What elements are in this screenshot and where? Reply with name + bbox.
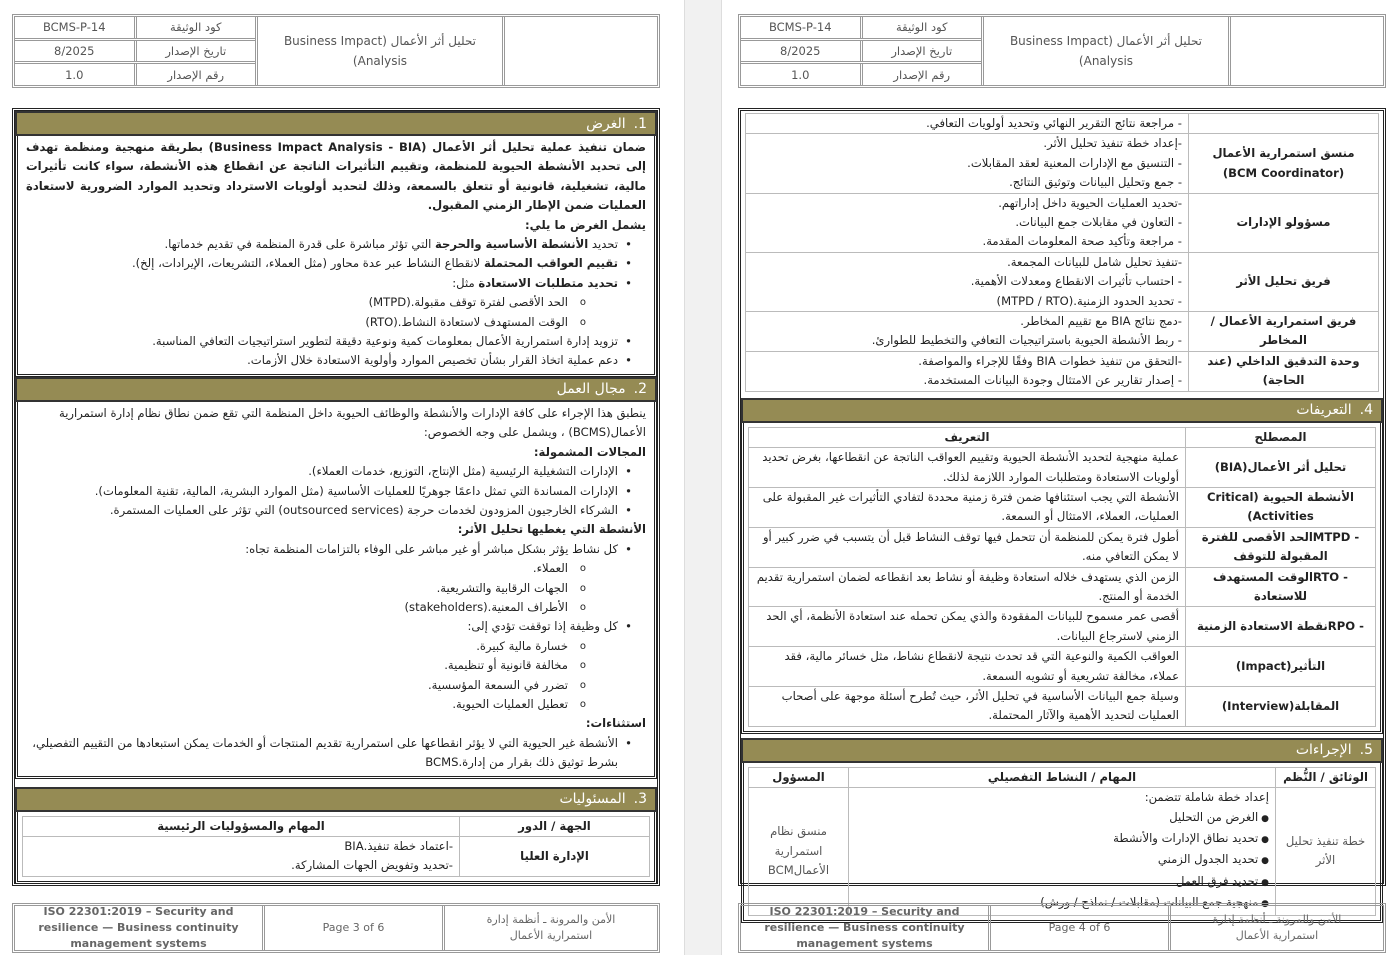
page-gap — [684, 0, 722, 955]
list-item: • الأنشطة غير الحيوية التي لا يؤثر انقطاعها على استمرارية تقديم المنتجات أو الخدمات يمكن استبعادها من التقييم التفصيلي، بشرط توثيق ذلك بقرار من إدارة.BCMS — [26, 734, 646, 773]
table-row — [746, 252, 1379, 311]
document-header — [738, 14, 1386, 88]
task-line: - تحديد الحدود الزمنية.(MTPD / RTO) — [996, 293, 1182, 308]
task-line: - التنسيق مع الإدارات المعنية لعقد المقابلات. — [967, 155, 1182, 170]
task-line: - جمع وتحليل البيانات وتوثيق النتائج. — [1009, 175, 1182, 190]
footer-arabic-title: الأمن والمرونة ـ أنظمة إدارة استمرارية الأعمال — [1168, 906, 1383, 950]
table-row — [749, 788, 1376, 915]
role-cell — [1189, 114, 1379, 134]
bold-text: تقييم العواقب المحتملة — [483, 256, 618, 271]
responsibilities-table-continued — [745, 113, 1379, 392]
sub-list-item: o خسارة مالية كبيرة. — [26, 637, 646, 656]
col-term: المصطلح — [1186, 427, 1376, 447]
list-item: • دعم عملية اتخاذ القرار بشأن تخصيص الموارد وأولوية الاستعادة خلال الأزمات. — [26, 351, 646, 370]
tasks-cell — [746, 351, 1189, 391]
document-header — [12, 14, 660, 88]
task-item: ● تحديد نطاق الإدارات والأنشطة — [855, 829, 1269, 850]
code-label: كود الوثيقة — [134, 17, 256, 38]
table-row — [746, 351, 1379, 391]
definition-cell: أطول فترة يمكن للمنظمة أن تتحمل فيها توقف النشاط قبل أن يتسبب في ضرر كبير أو لا يمكن التعافي منه. — [749, 527, 1186, 567]
col-owner: المسؤول — [749, 767, 849, 787]
document-title: تحليل أثر الأعمال (Business Impact Analysis) — [255, 17, 502, 85]
role-cell: فريق تحليل الأثر — [1189, 252, 1379, 311]
section-number: 3. — [633, 791, 647, 808]
table-row — [749, 448, 1376, 488]
task-item: ● تحديد فرق العمل — [855, 872, 1269, 893]
section-title: الغرض — [586, 115, 626, 132]
section-title: المسئوليات — [559, 791, 626, 808]
section-title: التعريفات — [1296, 402, 1352, 419]
document-title: تحليل أثر الأعمال (Business Impact Analysis) — [981, 17, 1228, 85]
sub-list-item: o الحد الأقصى لفترة توقف مقبولة.(MTPD) — [26, 293, 646, 312]
list-item — [26, 235, 646, 254]
tasks-cell — [746, 114, 1189, 134]
section-header-scope — [15, 377, 657, 402]
sub-list-item: o تضرر في السمعة المؤسسية. — [26, 676, 646, 695]
procedures-table — [748, 767, 1376, 916]
code-value: BCMS-P-14 — [42, 20, 106, 35]
subheading: المجالات المشمولة: — [533, 444, 646, 459]
task-line: -تحديد العمليات الحيوية داخل إداراتهم. — [998, 195, 1182, 210]
list-item: • الإدارات التشغيلية الرئيسية (مثل الإنتاج، التوزيع، خدمات العملاء). — [26, 462, 646, 481]
task-item: ● تحديد الجدول الزمني — [855, 850, 1269, 871]
logo-cell — [502, 17, 657, 85]
paragraph: ينطبق هذا الإجراء على كافة الإدارات والأنشطة والوظائف الحيوية داخل المنظمة التي تقع ضمن نطاق نظام إدارة استمرارية الأعمال(BCMS) ، ويشمل على وجه الخصوص: — [58, 405, 646, 440]
sub-list-item: o العملاء. — [26, 559, 646, 578]
task-line: -إعداد خطة تنفيذ تحليل الأثر. — [1043, 136, 1182, 151]
list-item: • كل نشاط يؤثر بشكل مباشر أو غير مباشر على الوفاء بالتزامات المنظمة تجاه: — [26, 540, 646, 559]
task-line: - مراجعة وتأكيد صحة المعلومات المقدمة. — [982, 234, 1182, 249]
role-cell: الإدارة العليا — [460, 837, 650, 877]
footer-iso-title: ISO 22301:2019 – Security and resilience — Business continuity management systems — [764, 905, 965, 950]
definition-cell: الزمن الذي يستهدف خلاله استعادة وظيفة أو نشاط بعد انقطاعه لضمان استمرارية تقديم الخدمة أو المنتج. — [749, 567, 1186, 607]
role-cell: فريق استمرارية الأعمال / المخاطر — [1189, 312, 1379, 352]
section-number: 1. — [633, 115, 647, 132]
document-meta — [741, 17, 981, 85]
task-line: -دمج نتائج BIA مع تقييم المخاطر. — [1020, 314, 1182, 329]
sub-list-item: o الجهات الرقابية والتشريعية. — [26, 579, 646, 598]
section-title: مجال العمل — [556, 381, 626, 398]
col-documents: الوثائق / النُّظم — [1276, 767, 1376, 787]
term-cell: المقابلة(Interview) — [1186, 686, 1376, 726]
task-line: -التحقق من تنفيذ خطوات BIA وفقًا للإجراء والمواصفة. — [918, 353, 1182, 368]
col-role: الجهة / الدور — [460, 816, 650, 836]
section-header-definitions — [741, 398, 1383, 423]
col-definition: التعريف — [749, 427, 1186, 447]
definition-cell: وسيلة جمع البيانات الأساسية في تحليل الأثر، حيث تُطرح أسئلة موجهة على أصحاب العمليات لتحديد الأهمية والآثار المحتملة. — [749, 686, 1186, 726]
role-cell: وحدة التدقيق الداخلي (عند الحاجة) — [1189, 351, 1379, 391]
content-box — [738, 108, 1386, 910]
tasks-cell — [849, 788, 1276, 915]
definitions-table — [748, 427, 1376, 727]
task-item: ● منهجية جمع البيانات (مقابلات / نماذج / ورش) — [855, 893, 1269, 914]
term-cell: الأنشطة الحيوية (Critical Activities) — [1186, 487, 1376, 527]
tasks-cell — [23, 837, 460, 877]
date-label: تاريخ الإصدار — [860, 41, 982, 62]
section-number: 5. — [1359, 742, 1373, 759]
date-value: 8/2025 — [54, 44, 95, 58]
term-cell: - RPOنقطة الاستعادة الزمنية — [1186, 607, 1376, 647]
table-row — [749, 647, 1376, 687]
term-cell: - RTOالوقت المستهدف للاستعادة — [1186, 567, 1376, 607]
section-number: 4. — [1359, 402, 1373, 419]
responsibilities-table — [22, 816, 650, 877]
table-row — [749, 487, 1376, 527]
role-cell: مسؤولو الإدارات — [1189, 193, 1379, 252]
definition-cell: العواقب الكمية والنوعية التي قد تحدث نتيجة لانقطاع نشاط، مثل خسائر مالية، فقد عملاء، مخالفة تشريعية أو تشويه السمعة. — [749, 647, 1186, 687]
page-number: Page 3 of 6 — [262, 906, 442, 950]
footer-arabic-title: الأمن والمرونة ـ أنظمة إدارة استمرارية الأعمال — [442, 906, 657, 950]
list-item: • تزويد إدارة استمرارية الأعمال بمعلومات كمية ونوعية دقيقة لتطوير استراتيجيات التعافي المناسبة. — [26, 332, 646, 351]
content-box — [12, 108, 660, 886]
table-row — [746, 114, 1379, 134]
tasks-cell — [746, 193, 1189, 252]
page-number: Page 4 of 6 — [988, 906, 1168, 950]
text: مثل: — [452, 275, 479, 290]
definition-cell: أقصى عمر مسموح للبيانات المفقودة والذي يمكن تحمله عند استعادة الأنظمة، أي الحد الزمني لاسترجاع البيانات. — [749, 607, 1186, 647]
responsibilities-table-wrap — [15, 812, 657, 884]
definition-cell: عملية منهجية لتحديد الأنشطة الحيوية وتقييم العواقب الناتجة عن انقطاعها، بغرض تحديد أولويات الاستعادة ومتطلبات الموارد اللازمة لذلك. — [749, 448, 1186, 488]
paragraph: ضمان تنفيذ عملية تحليل أثر الأعمال (Business Impact Analysis - BIA) بطريقة منهجية ومنظمة تهدف إلى تحديد الأنشطة الحيوية للمنظمة، وتقييم التأثيرات الناتجة عن انقطاع هذه الأنشطة، سواء كانت تأثيرات مالية، تشغيلية، قانونية أو تتعلق بالسمعة، وذلك لتحديد أولويات الاسترداد وتحديد الموارد الضرورية لاستعادة العمليات ضمن الإطار الزمني المقبول. — [26, 140, 646, 213]
table-row — [746, 193, 1379, 252]
table-row — [749, 607, 1376, 647]
version-value: 1.0 — [791, 67, 810, 82]
sub-list-item: o مخالفة قانونية أو تنظيمية. — [26, 656, 646, 675]
col-tasks: المهام / النشاط التفصيلي — [849, 767, 1276, 787]
code-value: BCMS-P-14 — [768, 20, 832, 35]
list-item — [26, 254, 646, 273]
section-number: 2. — [633, 381, 647, 398]
section-header-purpose — [15, 111, 657, 136]
definitions-table-wrap — [741, 423, 1383, 734]
document-cell: خطة تنفيذ تحليل الأثر — [1276, 788, 1376, 915]
table-row — [746, 312, 1379, 352]
tasks-cell — [746, 312, 1189, 352]
section-scope — [15, 402, 657, 779]
text: لانقطاع النشاط عبر عدة محاور (مثل العملاء، التشريعات، الإيرادات، إلخ). — [131, 256, 484, 271]
table-row — [746, 134, 1379, 193]
task-line: - إصدار تقارير عن الامتثال وجودة البيانات المستخدمة. — [923, 373, 1182, 388]
bold-text: الأنشطة الأساسية والحرجة — [435, 237, 589, 252]
tasks-cell — [746, 252, 1189, 311]
logo-cell — [1228, 17, 1383, 85]
sub-list-item: o الوقت المستهدف لاستعادة النشاط.(RTO) — [26, 313, 646, 332]
version-label: رقم الإصدار — [860, 64, 982, 85]
page-4 — [726, 0, 1400, 955]
list-item — [26, 274, 646, 293]
document-footer — [12, 903, 660, 953]
section-header-responsibilities — [15, 787, 657, 812]
table-row — [749, 567, 1376, 607]
date-label: تاريخ الإصدار — [134, 41, 256, 62]
procedures-table-wrap — [741, 763, 1383, 923]
section-title: الإجراءات — [1295, 742, 1352, 759]
role-cell: منسق استمرارية الأعمال (BCM Coordinator) — [1189, 134, 1379, 193]
text: تحديد — [588, 237, 618, 252]
term-cell: تحليل أثر الأعمال(BIA) — [1186, 448, 1376, 488]
term-cell: التأثير(Impact) — [1186, 647, 1376, 687]
tasks-cell — [746, 134, 1189, 193]
table-row — [749, 686, 1376, 726]
task-line: -اعتماد خطة تنفيذ.BIA — [344, 839, 453, 853]
section-purpose — [15, 136, 657, 377]
task-line: -تنفيذ تحليل شامل للبيانات المجمعة. — [1007, 254, 1182, 269]
task-list — [855, 808, 1269, 915]
definition-cell: الأنشطة التي يجب استئنافها ضمن فترة زمنية محددة لتفادي التأثيرات غير المقبولة على العمليات، العملاء، الامتثال أو السمعة. — [749, 487, 1186, 527]
task-line: - ربط الأنشطة الحيوية باستراتيجيات التعافي والتخطيط للطوارئ. — [871, 333, 1182, 348]
version-value: 1.0 — [65, 67, 84, 82]
version-label: رقم الإصدار — [134, 64, 256, 85]
task-line: - مراجعة نتائج التقرير النهائي وتحديد أولويات التعافي. — [926, 116, 1182, 130]
sub-list-item: o الأطراف المعنية.(stakeholders) — [26, 598, 646, 617]
table-row — [23, 837, 650, 877]
task-item: ● الغرض من التحليل — [855, 808, 1269, 829]
section-header-procedures — [741, 738, 1383, 763]
task-line: - التعاون في مقابلات جمع البيانات. — [1015, 215, 1182, 230]
list-item: • الشركاء الخارجيون المزودون لخدمات حرجة (outsourced services) التي تؤثر على العمليات المستمرة. — [26, 501, 646, 520]
document-meta — [15, 17, 255, 85]
owner-cell: منسق نظام استمرارية الأعمالBCM — [749, 788, 849, 915]
task-line: -تحديد وتفويض الجهات المشاركة. — [291, 858, 453, 873]
task-intro: إعداد خطة شاملة تتضمن: — [1144, 790, 1269, 805]
footer-iso-title: ISO 22301:2019 – Security and resilience — Business continuity management systems — [38, 905, 239, 950]
code-label: كود الوثيقة — [860, 17, 982, 38]
date-value: 8/2025 — [780, 44, 821, 58]
page-3 — [0, 0, 674, 955]
subheading: الأنشطة التي يغطيها تحليل الأثر: — [457, 522, 646, 537]
subheading: استثناءات: — [585, 716, 646, 731]
bold-text: تحديد متطلبات الاستعادة — [478, 275, 618, 290]
responsibilities-table-continued-wrap — [741, 111, 1383, 394]
sub-list-item: o تعطيل العمليات الحيوية. — [26, 695, 646, 714]
task-line: - احتساب تأثيرات الانقطاع ومعدلات الأهمية. — [970, 274, 1182, 289]
list-item: • كل وظيفة إذا توقفت تؤدي إلى: — [26, 617, 646, 636]
col-tasks: المهام والمسؤوليات الرئيسية — [23, 816, 460, 836]
text: التي تؤثر مباشرة على قدرة المنظمة في تقديم خدماتها. — [164, 237, 436, 252]
list-item: • الإدارات المساندة التي تمثل داعمًا جوهريًا للعمليات الأساسية (مثل الموارد البشرية، المالية، تقنية المعلومات). — [26, 482, 646, 501]
term-cell: - MTPDالحد الأقصى للفترة المقبولة للتوقف — [1186, 527, 1376, 567]
subheading: يشمل الغرض ما يلي: — [524, 217, 646, 232]
table-row — [749, 527, 1376, 567]
document-footer — [738, 903, 1386, 953]
